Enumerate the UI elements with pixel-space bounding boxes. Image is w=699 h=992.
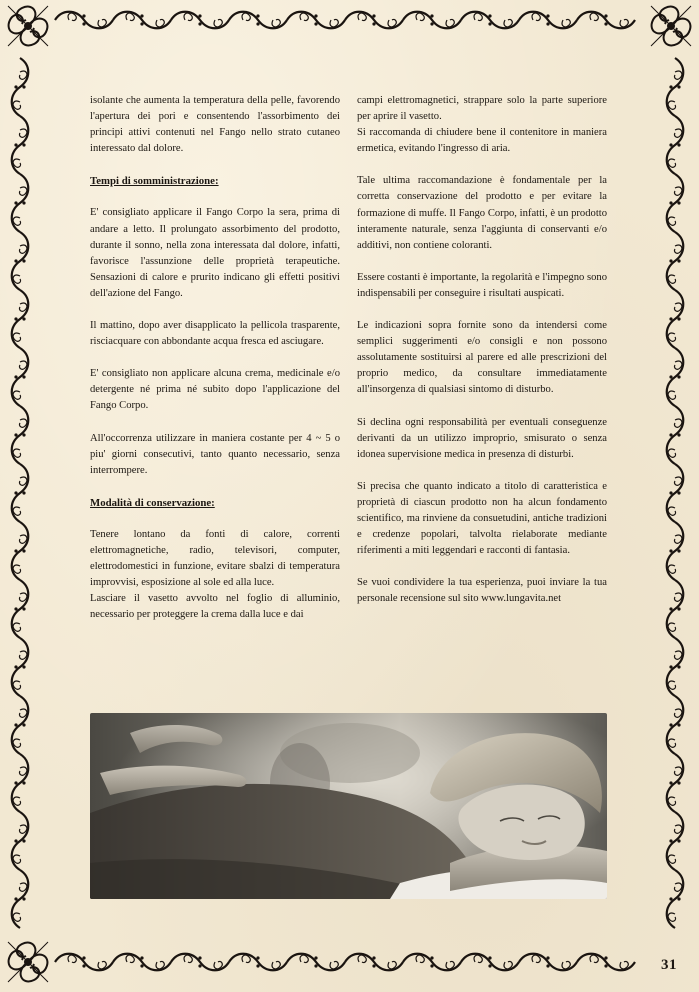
paragraph: Le indicazioni sopra fornite sono da intendersi come semplici suggerimenti e/o consigli e non possono assolutamente sostituirsi al parere ed alle prescrizioni del proprio medico, da consultare immediatamente all'insorgenza di qualsiasi sintomo di disturbo. xyxy=(357,320,607,396)
paragraph: Tale ultima raccomandazione è fondamentale per la corretta conservazione del prodotto e per evitare la formazione di muffe. Il Fango Corpo, infatti, è un prodotto interamente naturale, senza l'aggiunta di conservanti e/o additivi, non contiene coloranti. xyxy=(357,175,607,251)
paragraph: isolante che aumenta la temperatura della pelle, favorendo l'apertura dei pori e consentendo l'assorbimento dei principi attivi contenuti nel Fango nello strato cutaneo interessato dal dolore. xyxy=(90,95,340,155)
paragraph: E' consigliato applicare il Fango Corpo la sera, prima di andare a letto. Il prolungato assorbimento del prodotto, durante il sonno, nella zona interessata dal dolore, infatti, favorisce l'assunzione delle proprietà terapeutiche. Sensazioni di calore e prurito indicano gli effetti positivi dell'azione del Fango. xyxy=(90,207,340,299)
section-heading-times: Tempi di somministrazione: xyxy=(90,175,219,188)
left-column xyxy=(90,93,340,623)
paragraph: Si declina ogni responsabilità per eventuali conseguenze derivanti da un utilizzo improprio, smisurato o senza idonea supervisione medica in presenza di disturbi. xyxy=(357,416,607,460)
flourish-corner-icon xyxy=(651,6,691,46)
paragraph: Si precisa che quanto indicato a titolo di caratteristica e proprietà di ciascun prodotto non ha alcun fondamento scientifico, ma rinviene da consuetudini, antiche tradizioni e credenze popolari, talvolta rielaborate mediante riferimenti a miti leggendari e racconti di fantasia. xyxy=(357,480,607,557)
section-heading-storage: Modalità di conservazione: xyxy=(90,496,215,509)
paragraph: Tenere lontano da fonti di calore, correnti elettromagnetiche, radio, televisori, computer, elettrodomestici in funzione, evitare sbalzi di temperatura improvvisi, esposizione al sole ed alla luce. xyxy=(90,528,340,589)
page-number: 31 xyxy=(661,957,677,973)
top-vine-border xyxy=(55,12,635,29)
paragraph: Si raccomanda di chiudere bene il contenitore in maniera ermetica, evitando l'ingresso di aria. xyxy=(357,127,607,155)
flourish-corner-icon xyxy=(8,942,48,982)
paragraph: Lasciare il vasetto avvolto nel foglio di alluminio, necessario per proteggere la crema dalla luce e dai xyxy=(90,593,340,621)
right-column xyxy=(357,93,607,623)
flourish-corner-icon xyxy=(8,6,48,46)
paragraph: E' consigliato non applicare alcuna crema, medicinale e/o detergente né prima né subito dopo l'applicazione del Fango Corpo. xyxy=(90,368,340,412)
massage-photo xyxy=(90,713,607,899)
paragraph: Il mattino, dopo aver disapplicato la pellicola trasparente, risciacquare con abbondante acqua fresca ed asciugare. xyxy=(90,320,340,348)
paragraph: Se vuoi condividere la tua esperienza, puoi inviare la tua personale recensione sul sito www.lungavita.net xyxy=(357,577,607,605)
right-vine-border xyxy=(667,58,684,928)
left-vine-border xyxy=(12,58,29,928)
paragraph: All'occorrenza utilizzare in maniera costante per 4 ~ 5 o piu' giorni consecutivi, tanto quanto necessario, senza interrompere. xyxy=(90,432,340,476)
paragraph: campi elettromagnetici, strappare solo la parte superiore per aprire il vasetto. xyxy=(357,95,607,123)
massage-photo-illustration xyxy=(90,713,607,899)
bottom-vine-border xyxy=(55,954,635,971)
paragraph: Essere costanti è importante, la regolarità e l'impegno sono indispensabili per conseguire i risultati auspicati. xyxy=(357,271,607,299)
